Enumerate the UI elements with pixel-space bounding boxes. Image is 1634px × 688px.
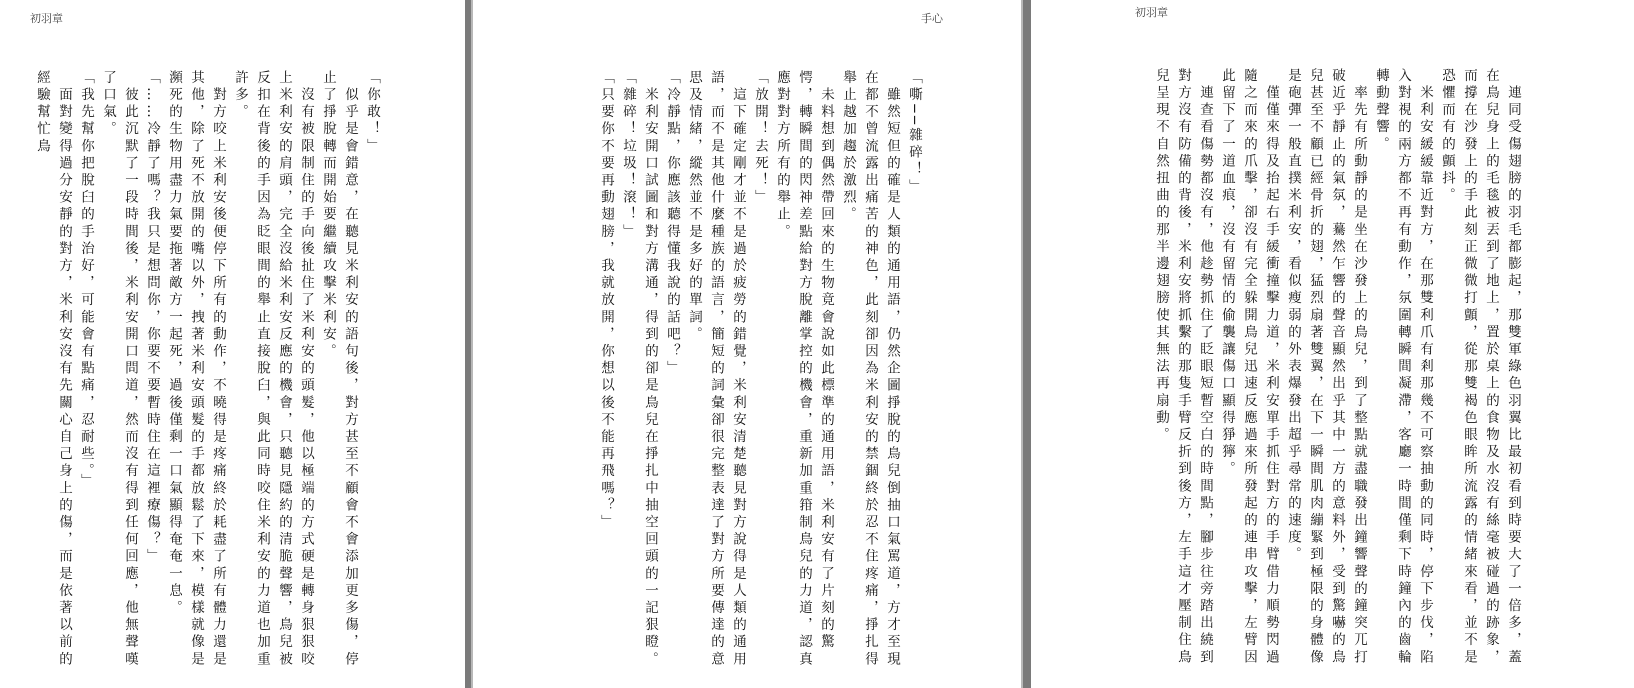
paragraph: 「雜碎！垃圾！滾！」 — [620, 70, 636, 241]
paragraph: 率先有所動靜的是坐在沙發上的鳥兒，到了整點就盡職發出鐘響聲的鐘突兀打破近乎靜止的氣氛，驀然乍響的聲音顯然出乎其中一方的意料外，受到驚嚇的鳥兒甚至不顧已經骨折的翅，猛烈扇著雙翼，在下一瞬間肌肉繃緊到極限的身體像是砲彈一般直撲米利安，看似瘦弱的外表爆發出超乎尋常的速度。 — [1285, 68, 1367, 667]
text-columns — [535, 70, 925, 670]
text-columns — [1144, 68, 1524, 668]
paragraph: 「我先幫你把脫臼的手治好，可能會有點痛，忍耐些。」 — [78, 70, 94, 491]
paragraph: 米利安開口試圖和對方溝通，得到的卻是鳥兒在掙扎中抽空回頭的一記狠瞪。 — [642, 70, 658, 669]
paragraph: 這下確定剛才並不是過於疲勞的錯覺，米利安清楚聽見對方說得是人類的通用語，而不是其他什麼種族的語言，簡短的詞彙卻很完整表達了對方所要傳達的意思及情緒，縱然並不是多好的單詞。 — [686, 70, 746, 669]
paragraph: 「放開！去死！」 — [752, 70, 768, 207]
paragraph: 「……冷靜了嗎？我只是想問你，你要不要暫時住在這裡療傷？」 — [144, 70, 160, 566]
page-right — [1031, 0, 1634, 688]
paragraph: 面對變得過分安靜的對方，米利安沒有先關心自己身上的傷，而是依著以前的經驗幫忙鳥 — [34, 70, 72, 669]
paragraph: 連同受傷翅膀的羽毛都膨起，那雙軍綠色羽翼比最初看到時要大了一倍多，蓋在鳥兒身上的毛毯被丟到了地上，置於桌上的食物及水沒有絲毫被碰過的跡象，而撐在沙發上的手此刻正微微打顫，從那雙褐色眼眸所流露的情緒來看，並不是恐懼而有的顫抖。 — [1439, 68, 1521, 667]
paragraph: 「嘶──雜碎！」 — [906, 70, 922, 197]
text-columns — [23, 70, 383, 670]
paragraph: 對方咬上米利安後便停下所有的動作，不曉得是疼痛終於耗盡了所有體力還是其他，除了死不放開的嘴以外，拽著米利安頭髮的手都放鬆了下來，模樣就像是瀕死的生物用盡力氣要拖著敵方一起死，過後僅剩一口氣顯得奄奄一息。 — [166, 70, 226, 669]
paragraph: 未料想到偶然帶回來的生物竟會說如此標準的通用語，米利安有了片刻的驚愕，轉瞬間的閃神差點給對方脫離掌控的機會，重新加重箝制鳥兒的力道，認真應對對方所有的舉止。 — [774, 70, 834, 669]
paragraph: 雖然短但的確是人類的通用語，仍然企圖掙脫的鳥兒倒抽口氣罵道，方才至現在都不曾流露出痛苦的神色，此刻卻因為米利安的禁錮終於忍不住疼痛，掙扎得舉止越加趨於激烈。 — [840, 70, 900, 669]
page-header: 初羽章 — [1135, 6, 1168, 19]
paragraph: 「只要你不要再動翅膀，我就放開，你想以後不能再飛嗎？」 — [598, 70, 614, 532]
page-gutter — [1021, 0, 1031, 688]
paragraph: 連查看傷勢都沒有，他趁勢抓住了眨眼短暫空白的時間點，腳步往旁踏出繞到對方沒有防備的背後，米利安將抓繫的那隻手臂反折到後方，左手這才壓制住鳥兒呈現不自然扭曲的那半邊翅膀使其無法再扇動。 — [1153, 68, 1213, 667]
paragraph: 「冷靜點，你應該聽得懂我說的話吧？」 — [664, 70, 680, 378]
paragraph: 彼此沉默了一段時間後，米利安開口問道，然而沒有得到任何回應，他無聲嘆了口氣。 — [100, 70, 138, 669]
paragraph: 僅僅來得及抬起右手緩衝撞擊力道，米利安單手抓住對方的手臂借力順勢閃過隨之而來的爪擊，卻沒有完全躲開鳥兒迅速反應過來所發起的連串攻擊，左臂因此留下了一道血痕，沒有留情的偷襲讓傷口顯得猙獰。 — [1219, 68, 1279, 667]
paragraph: 米利安緩緩靠近對方，在那雙利爪有剎那幾不可察抽動的同時，停下步伐，陷入對視的兩方都不再有動作，氛圍轉瞬間凝滯，客廳一時間僅剩下時鐘內的齒輪轉動聲響。 — [1373, 68, 1433, 667]
page-header: 手心 — [921, 12, 943, 25]
page-middle — [473, 0, 1021, 688]
paragraph: 「你敢！」 — [364, 70, 380, 156]
page-header: 初羽章 — [30, 12, 63, 25]
page-left — [0, 0, 465, 688]
page-gutter — [465, 0, 473, 688]
paragraph: 似乎是會錯意，在聽見米利安的語句後，對方甚至不顧會不會添加更多傷，停止了掙脫轉而開始要繼續攻擊米利安。 — [320, 70, 358, 669]
paragraph: 沒有被限制住的手向後扯住了米利安的頭髮，他以極端的方式硬是轉身狠狠咬上米利安的肩頭，完全沒給米利安反應的機會，只聽見隱約的清脆聲響，鳥兒被反扣在背後的手因為眨眼間的舉止直接脫臼，與此同時咬住米利安的力道也加重許多。 — [232, 70, 314, 669]
